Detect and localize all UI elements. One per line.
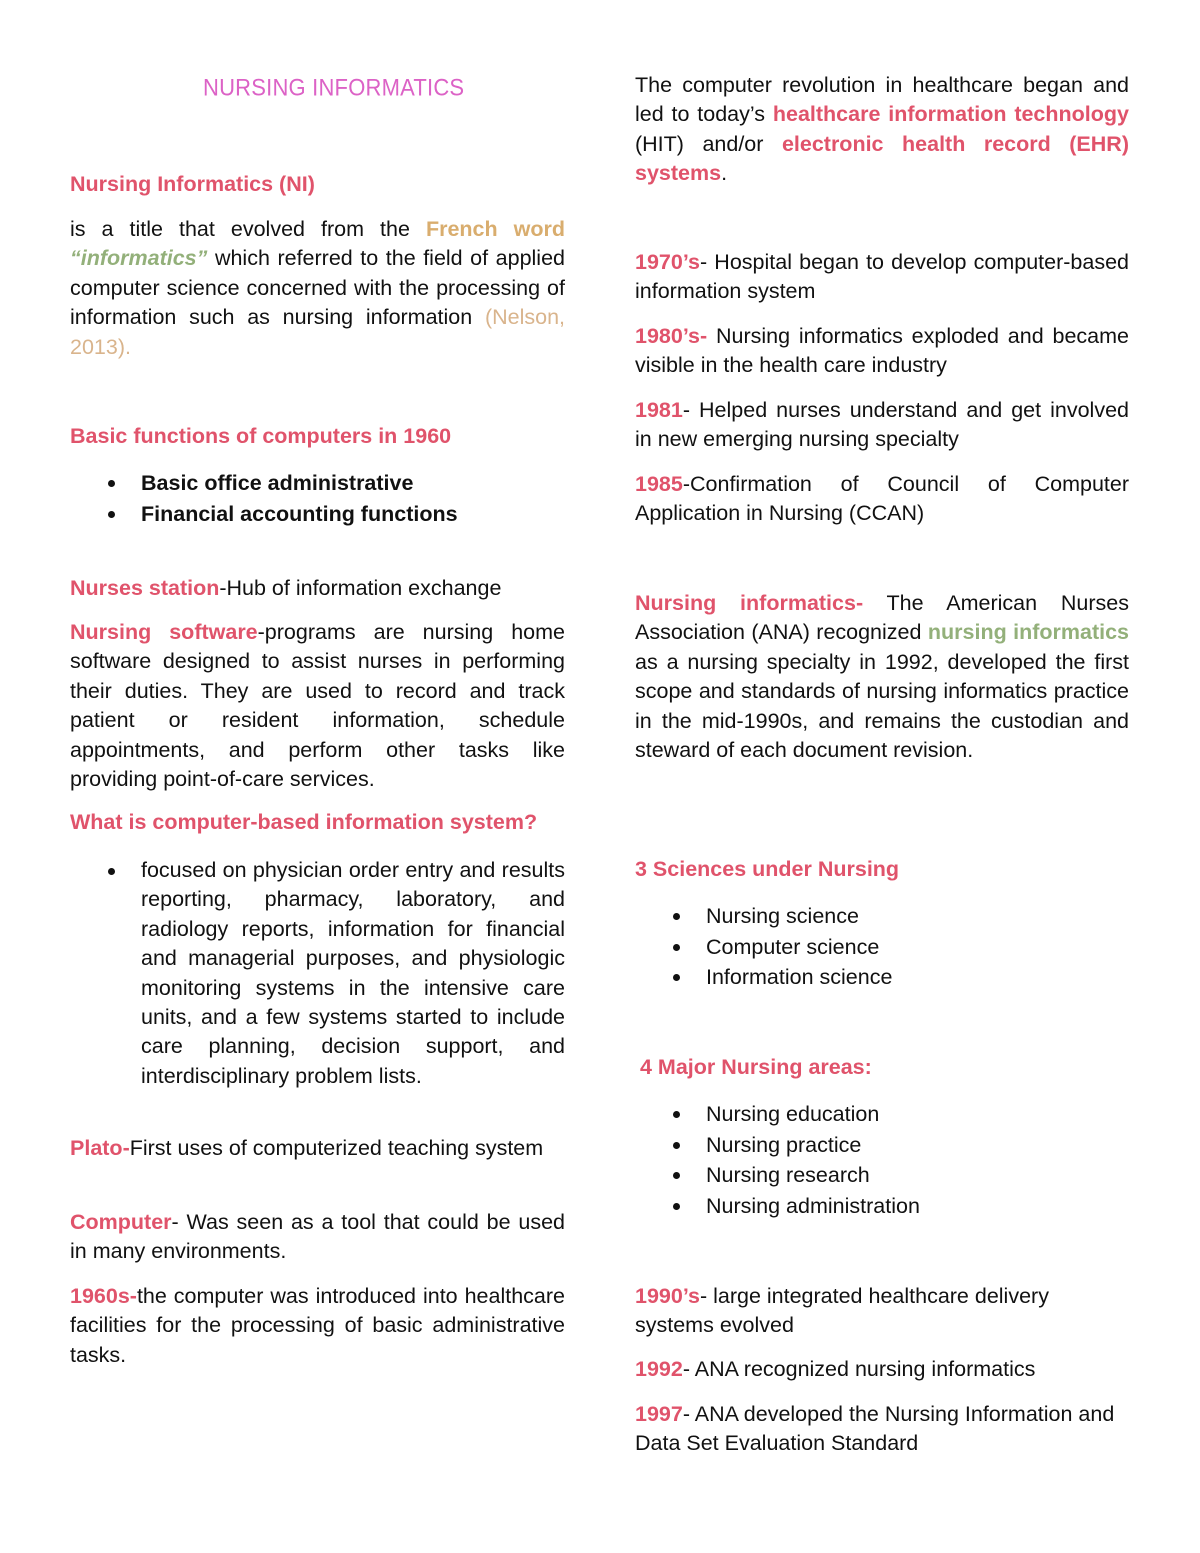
y1981-entry: 1981- Helped nurses understand and get involved in new emerging nursing specialty xyxy=(635,398,1129,452)
y1992-entry: 1992- ANA recognized nursing informatics xyxy=(635,1357,1036,1381)
bullet-icon xyxy=(108,868,115,875)
computer-entry: Computer- Was seen as a tool that could be used in many environments. xyxy=(70,1210,565,1264)
y1985-entry: 1985-Confirmation of Council of Computer Application in Nursing (CCAN) xyxy=(635,472,1129,526)
sciences-heading: 3 Sciences under Nursing xyxy=(635,857,900,881)
list-item: focused on physician order entry and results reporting, pharmacy, laboratory, and radiology reports, information for financial and managerial purposes, and physiologic monitoring systems in the intensive care units, and a few systems started to include care planning, decision support, and interdisciplinary problem lists. xyxy=(70,856,565,1091)
cbis-heading: What is computer-based information system? xyxy=(70,810,538,834)
cbis-list xyxy=(70,856,565,1091)
revolution-paragraph: The computer revolution in healthcare began and led to today’s healthcare information technology (HIT) and/or electronic health record (EHR) systems. xyxy=(635,73,1129,186)
list-item: Financial accounting functions xyxy=(70,499,565,530)
french-word-highlight: French word xyxy=(425,217,565,241)
list-item: Nursing practice xyxy=(635,1130,1129,1161)
seventies-entry: 1970’s- Hospital began to develop computer-based information system xyxy=(635,250,1129,304)
bullet-icon xyxy=(673,944,680,951)
eighties-entry: 1980’s- Nursing informatics exploded and became visible in the health care industry xyxy=(635,324,1129,378)
bullet-icon xyxy=(108,480,115,487)
sixties-entry: 1960s-the computer was introduced into healthcare facilities for the processing of basic administrative tasks. xyxy=(70,1284,565,1367)
basic-functions-heading: Basic functions of computers in 1960 xyxy=(70,424,452,448)
hit-highlight: healthcare information technology xyxy=(772,102,1129,127)
bullet-icon xyxy=(673,1172,680,1179)
areas-list xyxy=(635,1099,1129,1221)
list-item: Information science xyxy=(635,962,1129,993)
ehr-highlight: electronic health record (EHR) systems xyxy=(635,131,1129,186)
list-item: Basic office administrative xyxy=(70,468,565,499)
citation: (Nelson, 2013). xyxy=(70,305,565,359)
bullet-icon xyxy=(108,511,115,518)
areas-heading: 4 Major Nursing areas: xyxy=(640,1055,872,1079)
plato-entry: Plato-First uses of computerized teaching system xyxy=(70,1136,544,1160)
list-item: Nursing education xyxy=(635,1099,1129,1130)
ni-heading: Nursing Informatics (NI) xyxy=(70,172,315,196)
bullet-icon xyxy=(673,1203,680,1210)
ana-paragraph: Nursing informatics- The American Nurses Association (ANA) recognized nursing informatics as a nursing specialty in 1992, developed the first scope and standards of nursing informatics practice in the mid-1990s, and remains the custodian and steward of each document revision. xyxy=(635,591,1129,763)
y1997-entry: 1997- ANA developed the Nursing Information and Data Set Evaluation Standard xyxy=(635,1402,1115,1456)
nurses-station-entry: Nurses station-Hub of information exchange xyxy=(70,576,502,600)
basic-functions-list xyxy=(70,468,565,530)
list-item: Computer science xyxy=(635,932,1129,963)
nineties-entry: 1990’s- large integrated healthcare delivery systems evolved xyxy=(635,1284,1049,1338)
bullet-icon xyxy=(673,913,680,920)
informatics-highlight: “informatics” xyxy=(70,246,208,271)
list-item: Nursing administration xyxy=(635,1191,1129,1222)
bullet-icon xyxy=(673,1142,680,1149)
nursing-software-entry: Nursing software-programs are nursing home software designed to assist nurses in performing their duties. They are used to record and track patient or resident information, schedule appointments, and perform other tasks like providing point-of-care services. xyxy=(70,620,565,792)
bullet-icon xyxy=(673,974,680,981)
page-title: NURSING INFORMATICS xyxy=(203,73,465,101)
list-item: Nursing research xyxy=(635,1160,1129,1191)
nursing-informatics-highlight: nursing informatics xyxy=(927,620,1129,645)
list-item: Nursing science xyxy=(635,901,1129,932)
bullet-icon xyxy=(673,1111,680,1118)
sciences-list xyxy=(635,901,1129,993)
ni-definition: is a title that evolved from the French word “informatics” which referred to the field of applied computer science concerned with the processing of information such as nursing information (Nelson, 2013). xyxy=(70,217,565,359)
